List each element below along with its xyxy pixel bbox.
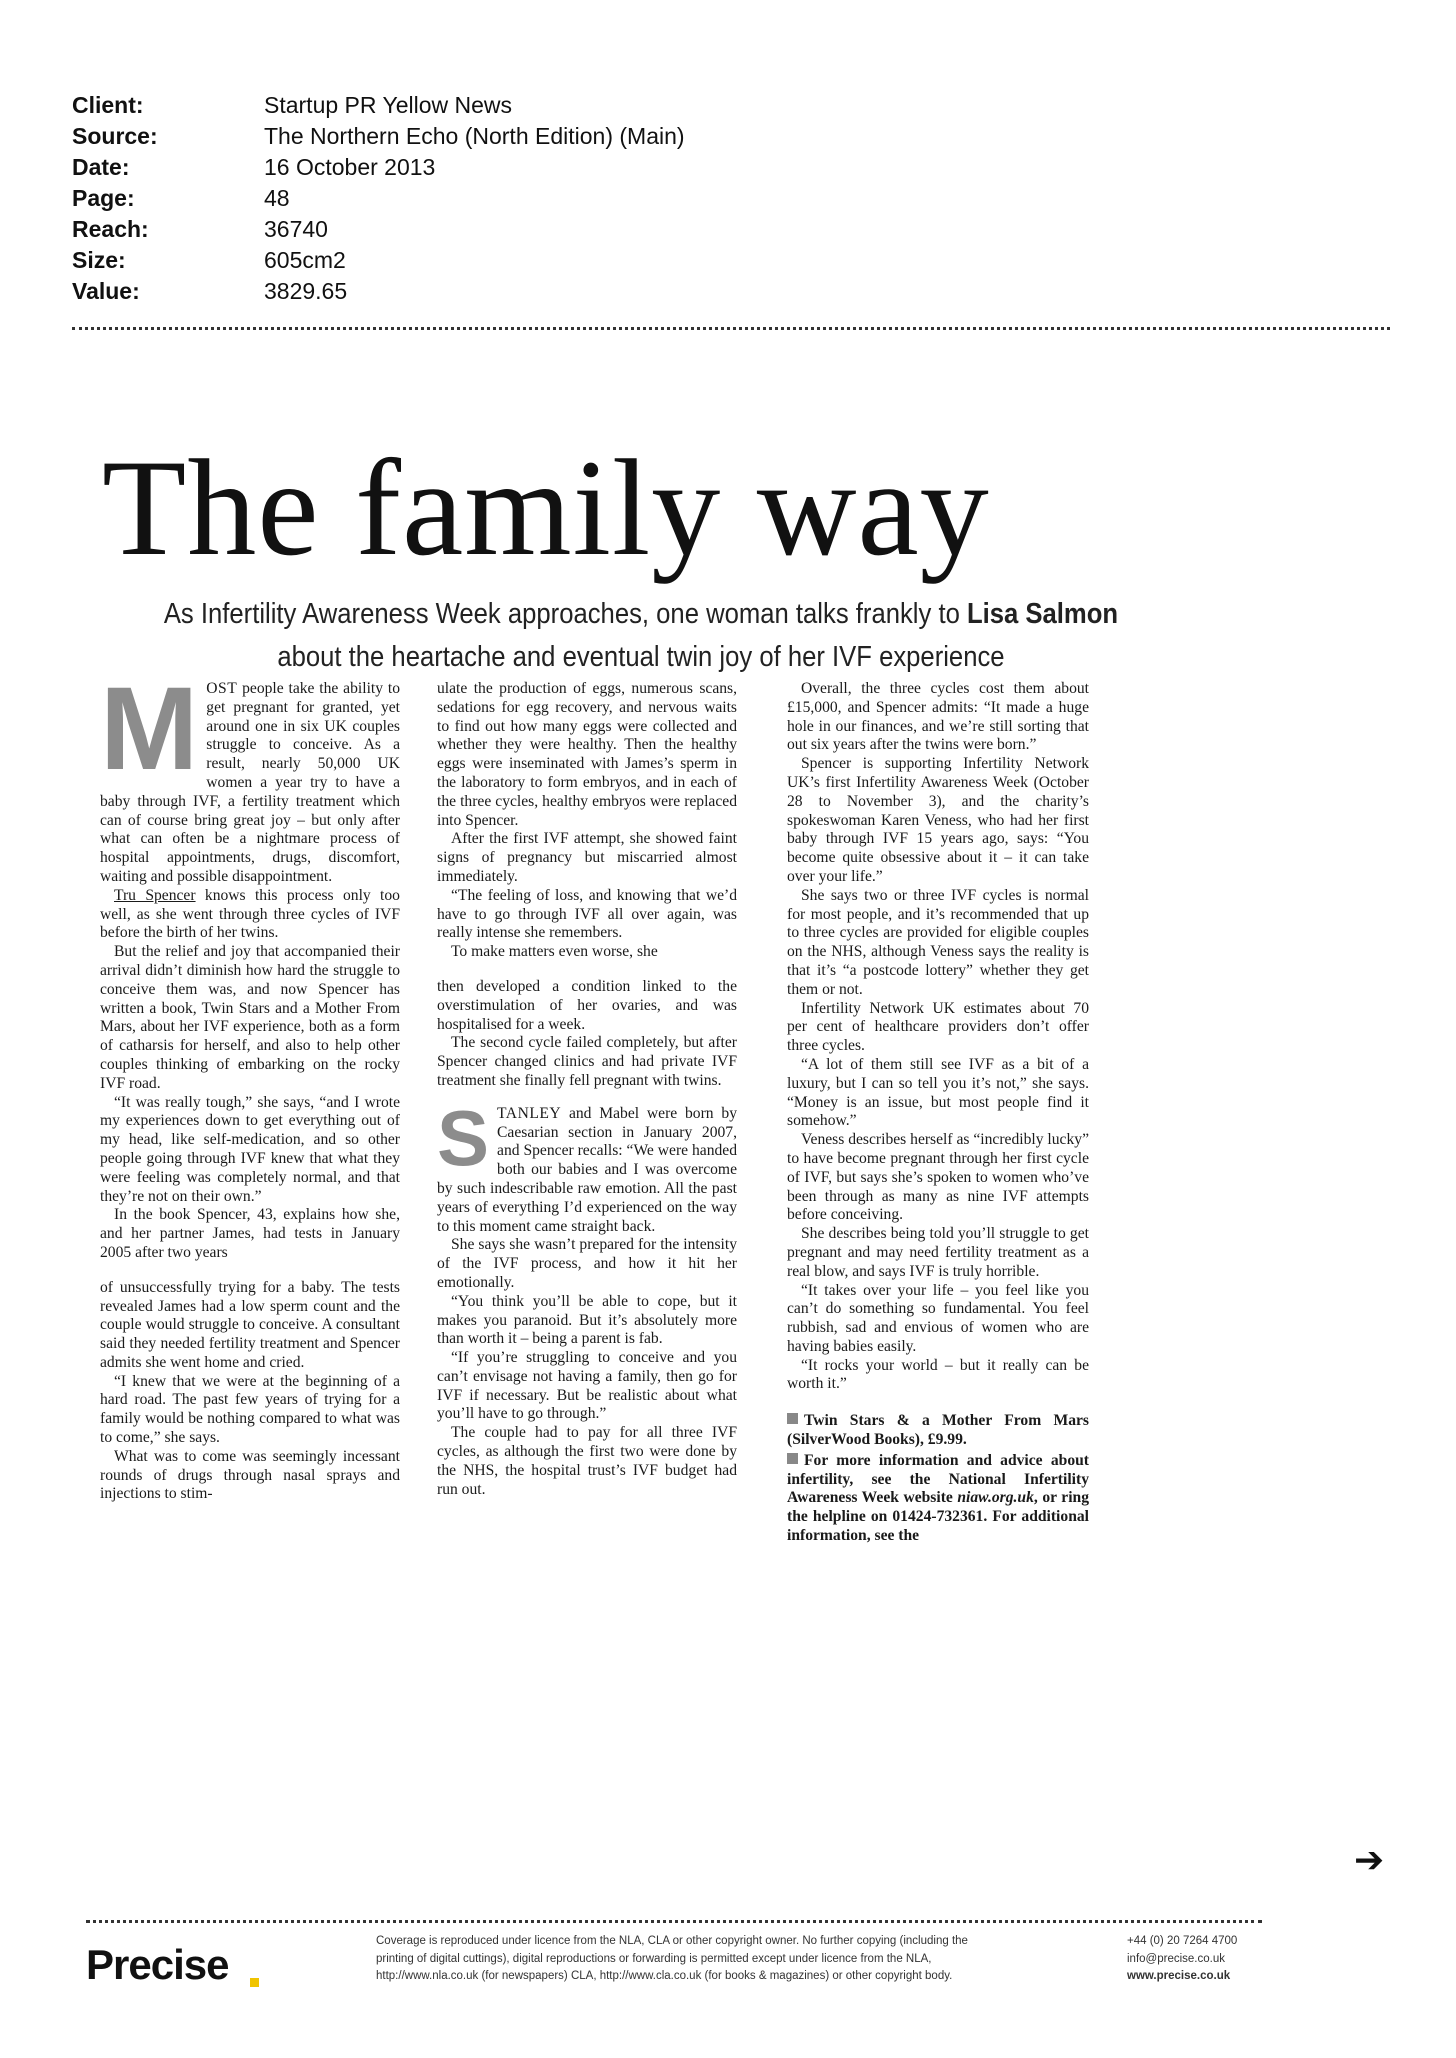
client-label: Client: [72, 92, 144, 118]
paragraph: then developed a condition linked to the overstimulation of her ovaries, and was hospitalised for a week. [437, 977, 737, 1033]
date-value: 16 October 2013 [264, 154, 436, 180]
logo-dot [250, 1978, 259, 1987]
standfirst-text-2: about the heartache and eventual twin joy of her IVF experience [277, 641, 1005, 673]
paragraph: “If you’re struggling to conceive and you can’t envisage not having a family, then go for IVF if necessary. But be realistic about what you’ll have to go through.” [437, 1349, 737, 1423]
paragraph: “It takes over your life – you feel like you can’t do something so fundamental. You feel rubbish, sad and envious of women who are having babies easily. [787, 1281, 1089, 1355]
date-label: Date: [72, 154, 130, 180]
paragraph: “It was really tough,” she says, “and I wrote my experiences down to get everything out of my head, like self-medication, and so other people going through IVF knew that what they were feeling was completely normal, and that they’re not on their own.” [100, 1093, 400, 1205]
email-link[interactable]: info@precise.co.uk [1127, 1952, 1225, 1965]
paragraph: Spencer is supporting Infertility Network UK’s first Infertility Awareness Week (October 28 to November 3), and the charity’s spokeswoman Karen Veness, who had her first baby through IVF 15 years ago, says: “You become quite obsessive about it – it can take over your life.” [787, 755, 1089, 885]
info-note: For more information and advice about infertility, see the National Infertility Awareness Week website niaw.org.uk, or ring the helpline on 01424-732361. For additional information, see the [787, 1451, 1089, 1545]
bullet-icon [787, 1413, 798, 1424]
subject-name: Tru Spencer [114, 886, 196, 904]
client-value: Startup PR Yellow News [264, 92, 513, 118]
reach-value: 36740 [264, 216, 328, 242]
book-note: Twin Stars & a Mother From Mars (SilverWood Books), £9.99. [787, 1412, 1089, 1449]
paragraph: “I knew that we were at the beginning of a hard road. The past few years of trying for a family would be nothing compared to what was to come,” she says. [100, 1372, 400, 1447]
article-standfirst [96, 593, 1186, 679]
paragraph: What was to come was seemingly incessant rounds of drugs through nasal sprays and injections to stim- [100, 1447, 400, 1503]
header-divider [72, 327, 1390, 330]
bullet-icon [787, 1453, 798, 1464]
size-value: 605cm2 [264, 247, 346, 273]
paragraph: “The feeling of loss, and knowing that we’d have to go through IVF all over again, was really intense she remembers. [437, 886, 737, 942]
footer-divider [86, 1920, 1262, 1923]
copyright-disclaimer: Coverage is reproduced under licence from the NLA, CLA or other copyright owner. No further copying (including the printing of digital cuttings), digital reproductions or forwarding is permitted except under licence from the NLA, http://www.nla.co.uk (for newspapers) CLA, http://www.cla.co.uk (for books & magazines) or other copyright body. [376, 1935, 968, 1982]
article-column-3 [787, 680, 1089, 1546]
article-column-2 [437, 680, 737, 1499]
paragraph: She says two or three IVF cycles is normal for most people, and it’s recommended that up to three cycles are provided for eligible couples on the NHS, although Veness says the reality is that it’s “a postcode lottery” whether they get them or not. [787, 886, 1089, 998]
value-value: 3829.65 [264, 278, 348, 304]
paragraph: Tru Spencer knows this process only too well, as she went through three cycles of IVF before the birth of her twins. [100, 886, 400, 942]
article-column-1 [100, 663, 400, 1504]
paragraph: To make matters even worse, she [451, 943, 658, 961]
paragraph: of unsuccessfully trying for a baby. The tests revealed James had a low sperm count and the couple would struggle to conceive. A consultant said they needed fertility treatment and Spencer admits she went home and cried. [100, 1278, 400, 1371]
page-label: Page: [72, 185, 135, 211]
reach-label: Reach: [72, 216, 149, 242]
contact-details [1127, 1933, 1237, 1986]
paragraph: The couple had to pay for all three IVF cycles, as although the first two were done by the NHS, the hospital trust’s IVF budget had run out. [437, 1424, 737, 1498]
continue-arrow-icon[interactable]: ➔ [1354, 1840, 1385, 1881]
paragraph: She describes being told you’ll struggle to get pregnant and may need fertility treatment as a real blow, and says IVF is truly horrible. [787, 1225, 1089, 1280]
paragraph: “It rocks your world – but it really can be worth it.” [787, 1356, 1089, 1393]
source-label: Source: [72, 123, 158, 149]
paragraph: After the first IVF attempt, she showed faint signs of pregnancy but miscarried almost immediately. [437, 830, 737, 885]
paragraph: MOST people take the ability to get pregnant for granted, yet around one in six UK couples struggle to conceive. As a result, nearly 50,000 UK women a year try to have a baby through IVF, a fertility treatment which can of course bring great joy – but only after what can often be a nightmare process of hospital appointments, drugs, discomfort, waiting and possible disappointment. [100, 663, 400, 885]
paragraph: STANLEY and Mabel were born by Caesarian section in January 2007, and Spencer recalls: “We were handed both our babies and I was overcome by such indescribable raw emotion. All the past years of everything I’d experienced on the way to this moment came straight back. [437, 1093, 737, 1235]
website-link[interactable]: www.precise.co.uk [1127, 1970, 1231, 1982]
paragraph: But the relief and joy that accompanied their arrival didn’t diminish how hard the struggle to conceive them was, and now Spencer has written a book, Twin Stars and a Mother From Mars, about her IVF experience, both as a form of catharsis for herself, and also to help other couples thinking of embarking on the rocky IVF road. [100, 943, 400, 1092]
paragraph: “You think you’ll be able to cope, but it makes you paranoid. But it’s absolutely more than worth it – being a parent is fab. [437, 1292, 737, 1348]
drop-cap: M [100, 663, 199, 795]
standfirst-text-1: As Infertility Awareness Week approaches, one woman talks frankly to [163, 598, 967, 630]
paragraph: Infertility Network UK estimates about 70 per cent of healthcare providers don’t offer three cycles. [787, 999, 1089, 1055]
paragraph: The second cycle failed completely, but after Spencer changed clinics and had private IVF treatment she finally fell pregnant with twins. [437, 1034, 737, 1089]
paragraph: Veness describes herself as “incredibly lucky” to have become pregnant through her first cycle of IVF, but says she’s spoken to women who’ve been through as many as nine IVF attempts before conceiving. [787, 1131, 1089, 1224]
article-headline: The family way [102, 431, 990, 584]
source-value: The Northern Echo (North Edition) (Main) [264, 123, 685, 149]
website-link[interactable]: niaw.org.uk [957, 1489, 1034, 1507]
paragraph: “A lot of them still see IVF as a bit of a luxury, but I can so tell you it’s not,” she says. “Money is an issue, but most people find it somehow.” [787, 1055, 1089, 1130]
drop-cap: S [437, 1093, 490, 1182]
byline: Lisa Salmon [966, 598, 1119, 630]
paragraph: In the book Spencer, 43, explains how she, and her partner James, had tests in January 2005 after two years [100, 1206, 400, 1261]
precise-logo: Precise [86, 1941, 229, 1988]
value-label: Value: [72, 278, 140, 304]
phone-number: +44 (0) 20 7264 4700 [1127, 1935, 1238, 1947]
size-label: Size: [72, 247, 126, 273]
clipping-metadata [72, 90, 685, 307]
page-value: 48 [264, 185, 290, 211]
paragraph: ulate the production of eggs, numerous scans, sedations for egg recovery, and nervous waits to find out how many eggs were collected and whether they were healthy. Then the healthy eggs were inseminated with James’s sperm in the laboratory to form embryos, and in each of the three cycles, healthy embryos were replaced into Spencer. [437, 680, 737, 829]
paragraph: Overall, the three cycles cost them about £15,000, and Spencer admits: “It made a huge hole in our finances, and we’re still sorting that out six years after the twins were born.” [787, 680, 1089, 754]
paragraph: She says she wasn’t prepared for the intensity of the IVF process, and how it hit her emotionally. [437, 1236, 737, 1291]
